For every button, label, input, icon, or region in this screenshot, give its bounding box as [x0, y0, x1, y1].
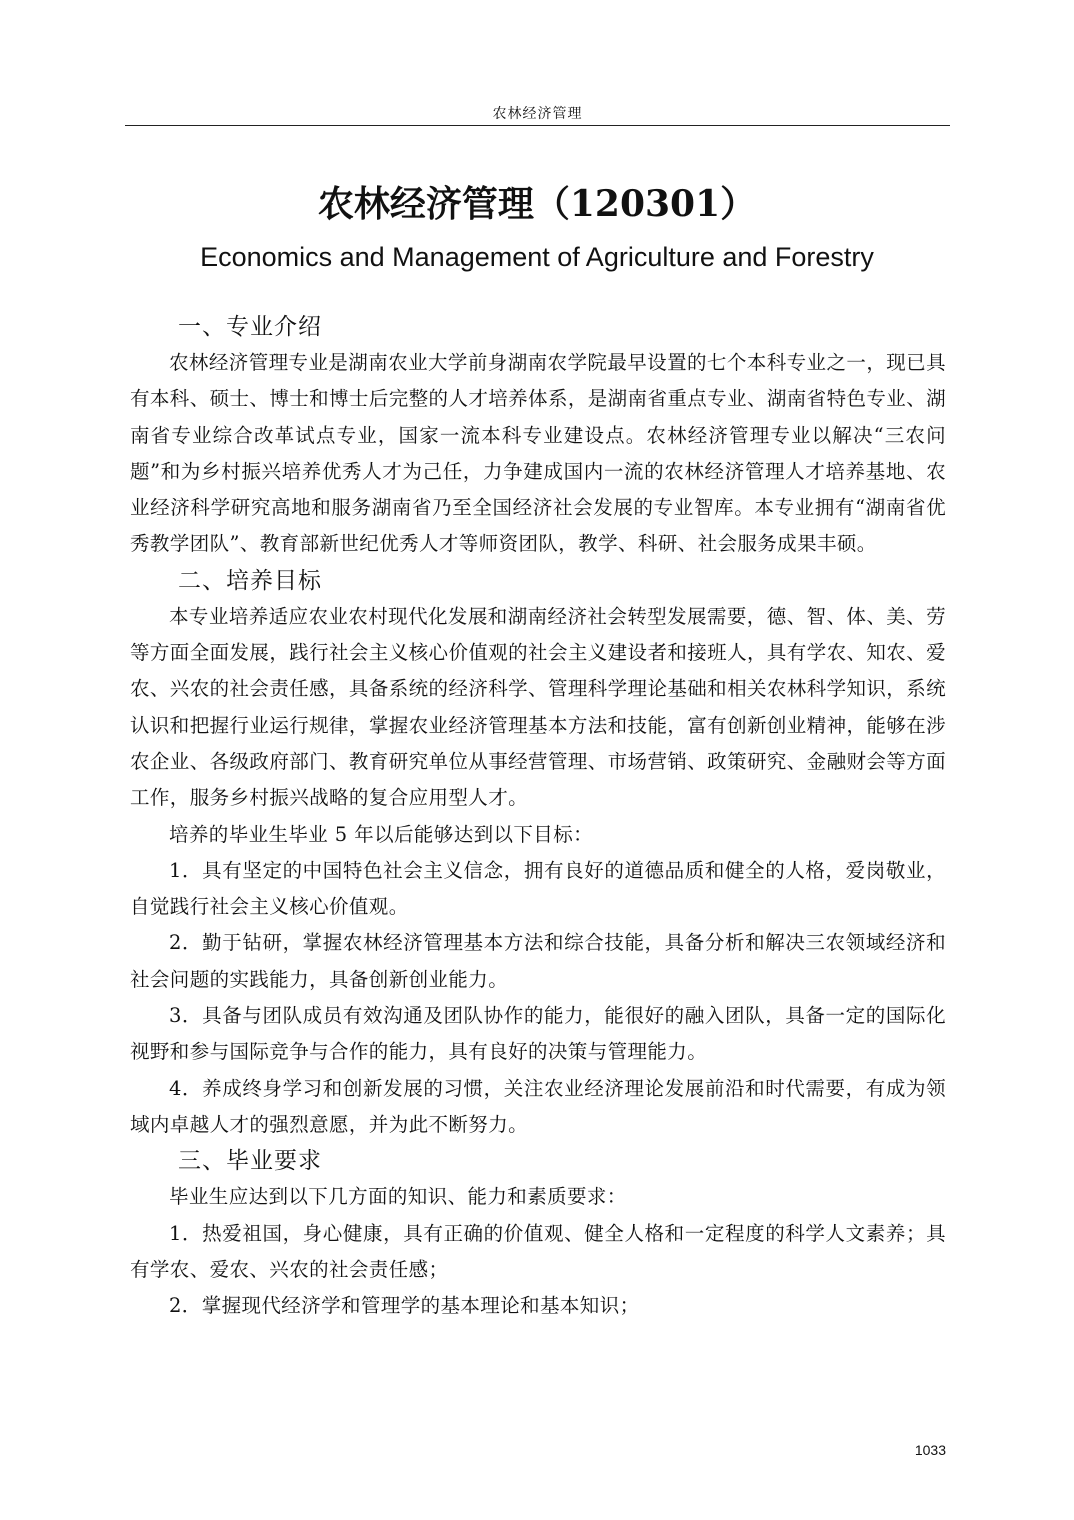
section-objectives	[130, 563, 946, 1143]
list-item: 2．掌握现代经济学和管理学的基本理论和基本知识；	[169, 1294, 640, 1318]
section-heading: 一、专业介绍	[178, 314, 322, 340]
list-item: 1．具有坚定的中国特色社会主义信念，拥有良好的道德品质和健全的人格，爱岗敬业，自觉践行社会主义核心价值观。	[130, 858, 946, 919]
paragraph: 农林经济管理专业是湖南农业大学前身湖南农学院最早设置的七个本科专业之一，现已具有本科、硕士、博士和博士后完整的人才培养体系，是湖南省重点专业、湖南省特色专业、湖南省专业综合改革试点专业，国家一流本科专业建设点。农林经济管理专业以解决“三农问题”和为乡村振兴培养优秀人才为己任，力争建成国内一流的农林经济管理人才培养基地、农业经济科学研究高地和服务湖南省乃至全国经济社会发展的专业智库。本专业拥有“湖南省优秀教学团队”、教育部新世纪优秀人才等师资团队，教学、科研、社会服务成果丰硕。	[130, 351, 946, 556]
section-heading: 二、培养目标	[178, 567, 322, 594]
section-introduction	[130, 309, 946, 563]
document-body	[130, 309, 946, 1324]
paragraph: 毕业生应达到以下几方面的知识、能力和素质要求：	[169, 1185, 627, 1209]
page-number: 1033	[914, 1442, 946, 1458]
page-subtitle: Economics and Management of Agriculture and Forestry	[200, 242, 874, 272]
list-item: 3．具备与团队成员有效沟通及团队协作的能力，能很好的融入团队，具备一定的国际化视野和参与国际竞争与合作的能力，具有良好的决策与管理能力。	[130, 1004, 946, 1064]
paragraph: 本专业培养适应农业农村现代化发展和湖南经济社会转型发展需要，德、智、体、美、劳等方面全面发展，践行社会主义核心价值观的社会主义建设者和接班人，具有学农、知农、爱农、兴农的社会责任感，具备系统的经济科学、管理科学理论基础和相关农林科学知识，系统认识和把握行业运行规律，掌握农业经济管理基本方法和技能，富有创新创业精神，能够在涉农企业、各级政府部门、教育研究单位从事经营管理、市场营销、政策研究、金融财会等方面工作，服务乡村振兴战略的复合应用型人才。	[130, 604, 946, 810]
paragraph: 培养的毕业生毕业 5 年以后能够达到以下目标：	[169, 822, 594, 846]
header-rule	[125, 125, 950, 126]
list-item: 2．勤于钻研，掌握农林经济管理基本方法和综合技能，具备分析和解决三农领域经济和社会问题的实践能力，具备创新创业能力。	[130, 931, 946, 991]
list-item: 1．热爱祖国，身心健康，具有正确的价值观、健全人格和一定程度的科学人文素养；具有学农、爱农、兴农的社会责任感；	[130, 1221, 946, 1281]
section-requirements	[130, 1143, 946, 1324]
page-title: 农林经济管理（120301）	[317, 183, 757, 225]
running-header: 农林经济管理	[492, 106, 583, 122]
list-item: 4．养成终身学习和创新发展的习惯，关注农业经济理论发展前沿和时代需要，有成为领域内卓越人才的强烈意愿，并为此不断努力。	[130, 1076, 946, 1136]
section-heading: 三、毕业要求	[178, 1148, 322, 1175]
